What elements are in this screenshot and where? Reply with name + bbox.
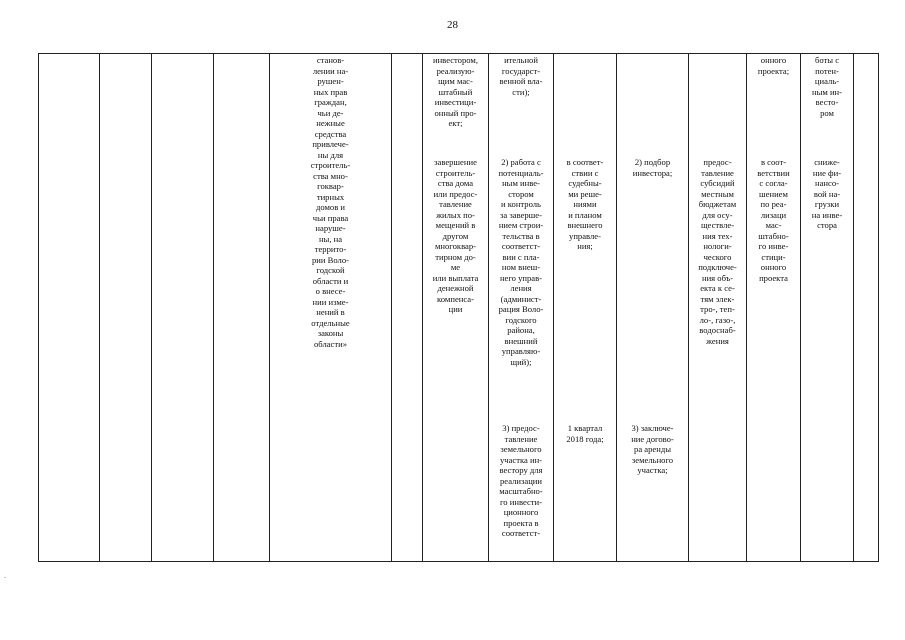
financial-burden-text: сниже- ние фи- нансо- вой на- грузки на инве- стора (811, 157, 843, 230)
court-decisions-text: в соответ- ствии с судебны- ми реше- ниями и планом внешнего управле- ния; (566, 157, 604, 251)
authority-text: ительной государст- венной вла- сти); (499, 55, 543, 97)
agreement-text: в соот- ветствии с согла- шением по реа- лизаци мас- штабно- го инве- стици- онного проекта (757, 157, 790, 283)
col-12-cell (747, 54, 801, 562)
col-8-cell (489, 54, 554, 562)
subsidies-text: предос- тавление субсидий местным бюджетам для осу- ществле- ния тех- нологи- ческого подключе- ния объ- екта к се- тям элек- тро-, теп- ло-, газо-, водоснаб- жения (698, 157, 737, 346)
investor-work-text: 2) работа с потенциаль- ным инве- стором и контроль за заверше- нием строи- тельства в соответст- вии с пла- ном внеш- него управ- ления (админист- рация Воло- годского района, внешний управляю- щий); (498, 157, 544, 367)
project-text: онного проекта; (757, 55, 790, 76)
law-title-text: станов- лении на- рушен- ных прав граждан, чьи де- нежные средства привлече- ны для строитель- ства мно- гоквар- тирных домов и чьи права наруше- ны, на террито- рии Воло- годской области и о внесе- нии изме- нений в отдельные законы области» (310, 55, 351, 349)
col-7-cell (423, 54, 489, 562)
margin-mark: - (4, 575, 6, 581)
col-6-cell (392, 54, 423, 562)
investor-text: инвестором, реализую- щим мас- штабный инвестици- онный про- ект; (432, 55, 478, 128)
completion-text: завершение строитель- ства дома или предос- тавление жилых по- мещений в другом многоквар- тирном до- ме или выплата денежной компенса- ции (432, 157, 479, 314)
col-11-cell (689, 54, 747, 562)
document-table (38, 53, 879, 562)
col-2-cell (100, 54, 152, 562)
col-10-cell (617, 54, 689, 562)
quarter-date-text: 1 квартал 2018 года; (566, 423, 604, 444)
col-4-cell (214, 54, 270, 562)
col-9-cell (554, 54, 617, 562)
col-14-cell (854, 54, 879, 562)
col-5-cell (270, 54, 392, 562)
investor-selection-text: 2) подбор инвестора; (632, 157, 673, 178)
investor-work-result-text: боты с потен- циаль- ным ин- весто- ром (811, 55, 843, 118)
page-number: 28 (447, 19, 458, 31)
col-3-cell (152, 54, 214, 562)
col-1-cell (39, 54, 100, 562)
lease-agreement-text: 3) заключе- ние догово- ра аренды земельного участка; (631, 423, 674, 475)
land-provision-text: 3) предос- тавление земельного участка ин- вестору для реализации масштабно- го инвести- ционного проекта в соответст- (499, 423, 543, 538)
col-13-cell (801, 54, 854, 562)
